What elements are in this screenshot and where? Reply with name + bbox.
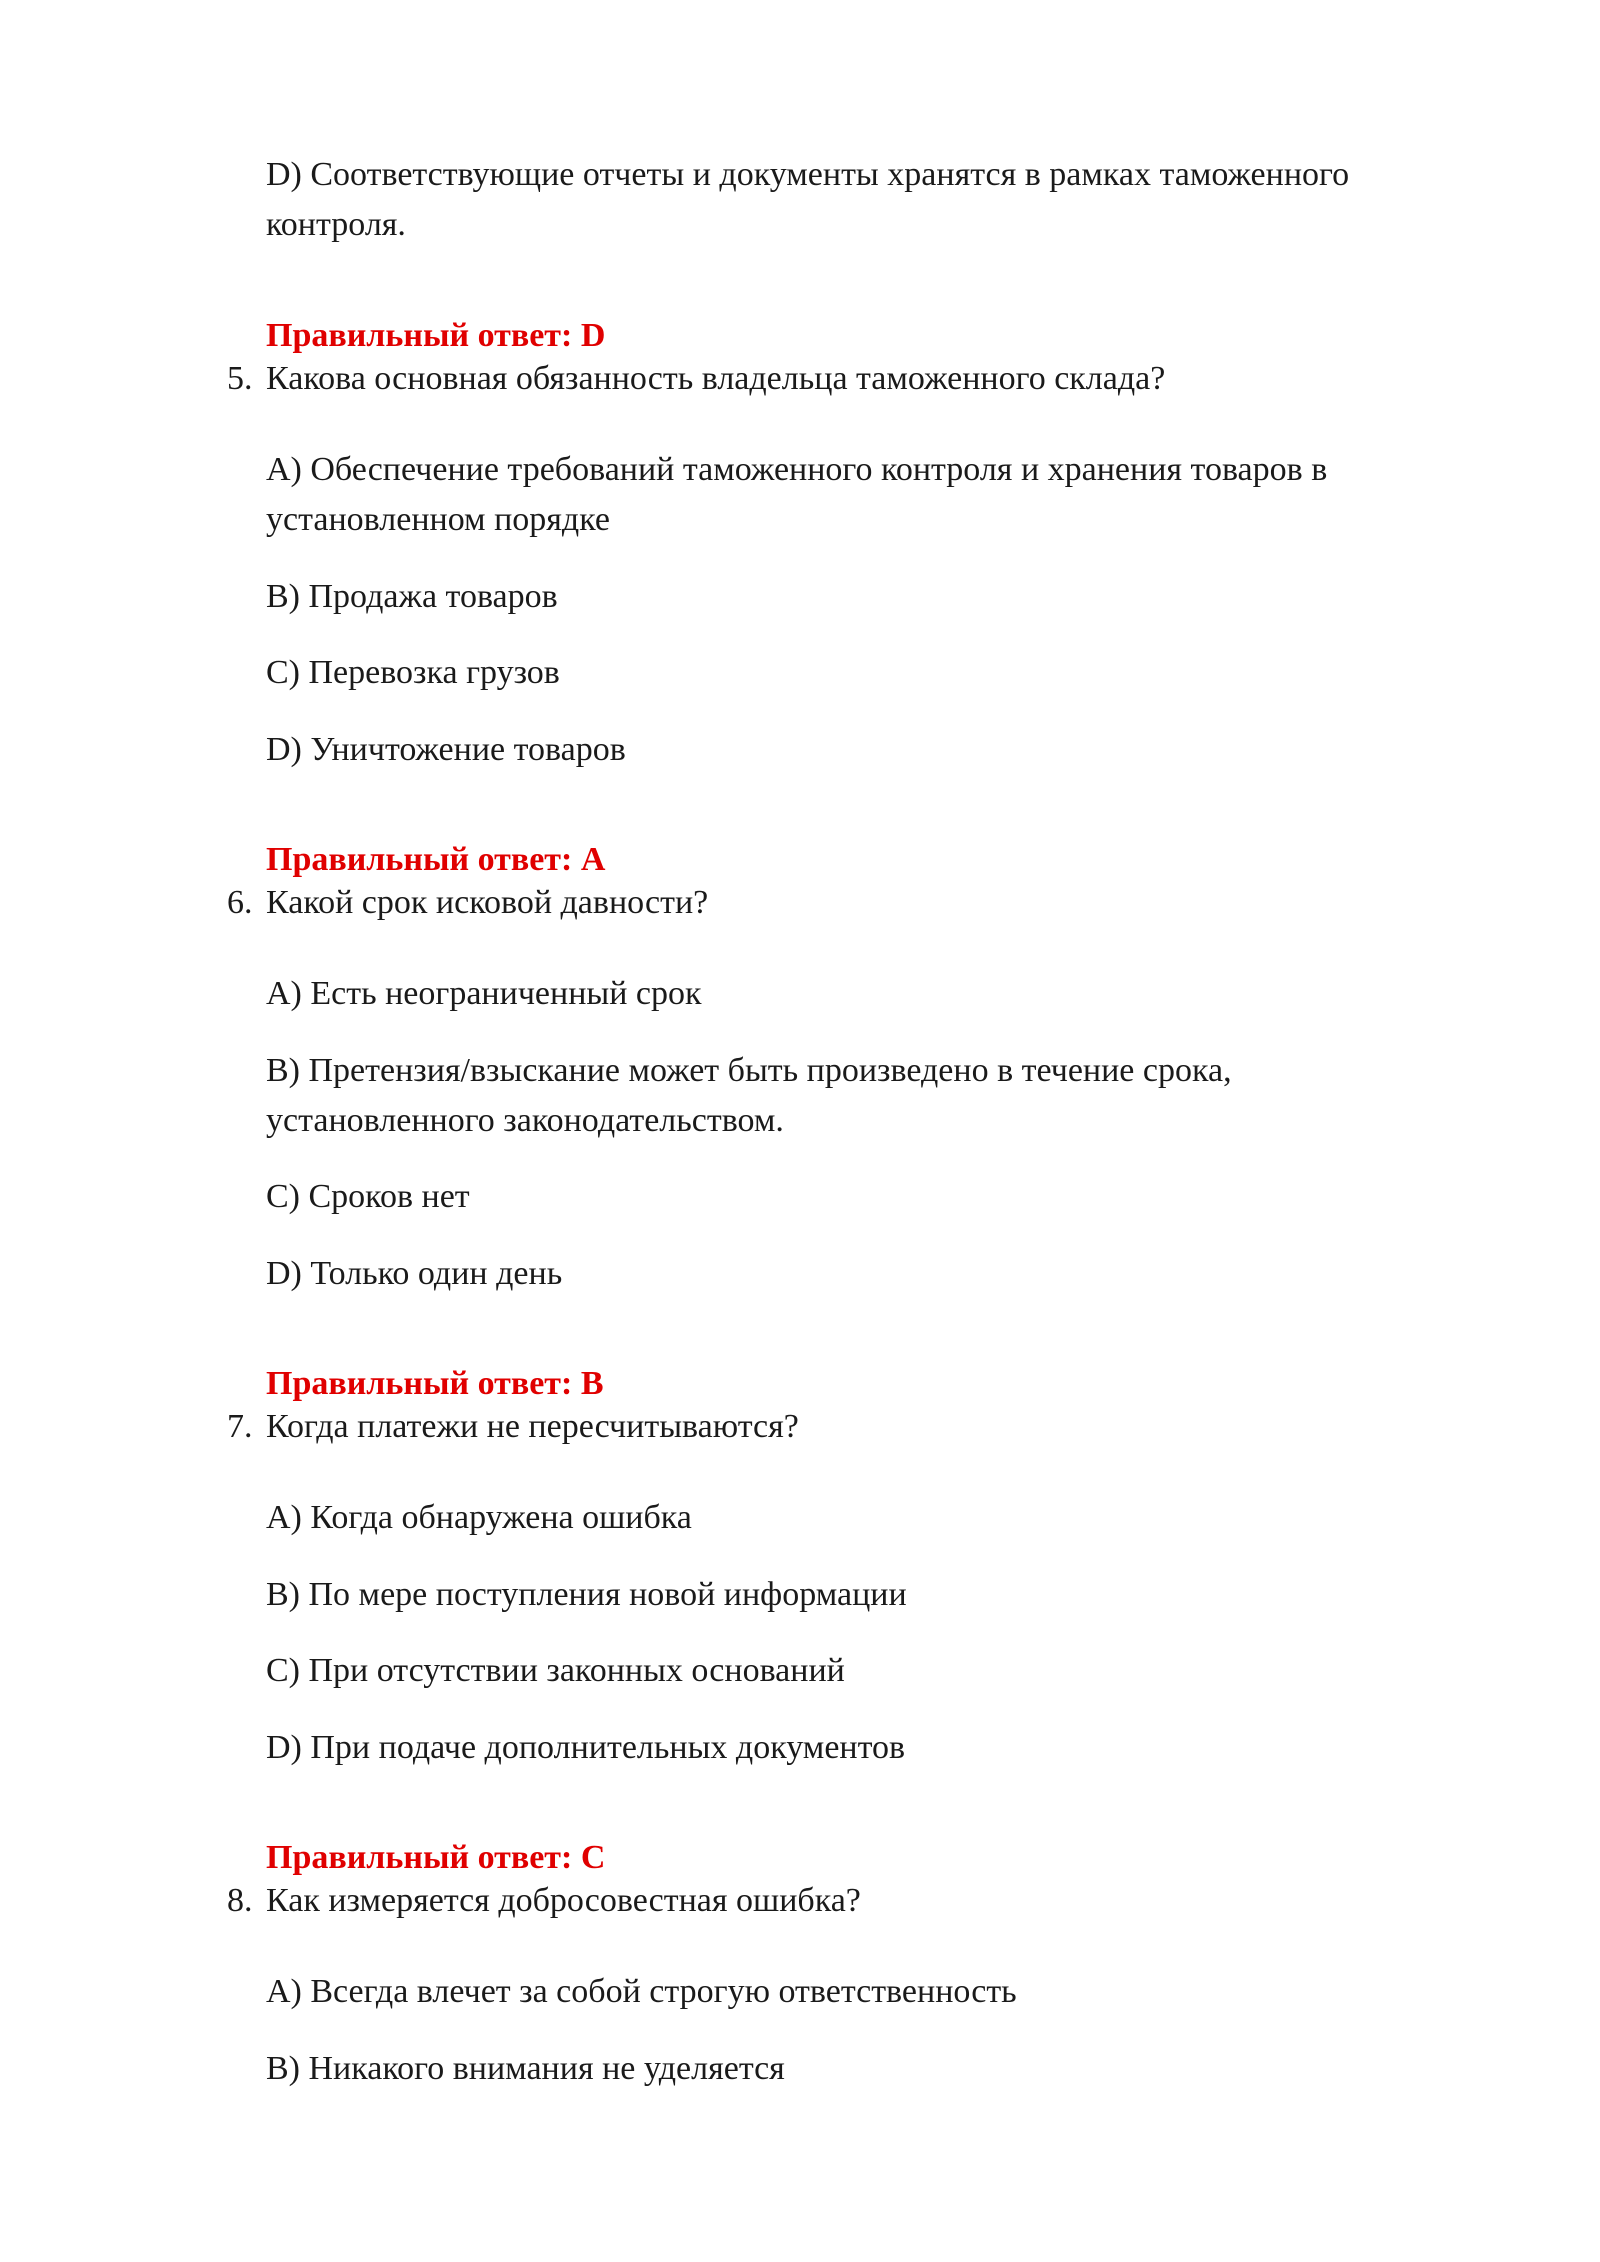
q5-number: 5. [227,360,253,397]
q6-correct-answer: Правильный ответ: B [266,1365,604,1402]
q6-option-d: D) Только один день [266,1255,563,1292]
q8-number: 8. [227,1882,253,1919]
q5-option-c: C) Перевозка грузов [266,654,560,691]
q7-option-c: C) При отсутствии законных оснований [266,1652,845,1689]
q6-number: 6. [227,884,253,921]
q6-question: Какой срок исковой давности? [266,884,709,921]
q6-option-a: A) Есть неограниченный срок [266,975,702,1012]
q7-correct-answer: Правильный ответ: C [266,1839,606,1876]
q7-number: 7. [227,1408,253,1445]
prev-option-d-line1: D) Соответствующие отчеты и документы хранятся в рамках таможенного [266,156,1350,193]
q5-option-a-line1: A) Обеспечение требований таможенного контроля и хранения товаров в [266,451,1328,488]
q5-option-d: D) Уничтожение товаров [266,731,626,768]
prev-correct-answer: Правильный ответ: D [266,317,606,354]
q5-question: Какова основная обязанность владельца таможенного склада? [266,360,1166,397]
q7-option-a: A) Когда обнаружена ошибка [266,1499,692,1536]
q5-option-b: B) Продажа товаров [266,578,558,615]
q6-option-c: C) Сроков нет [266,1178,470,1215]
q8-option-a: A) Всегда влечет за собой строгую ответственность [266,1973,1017,2010]
q6-option-b-line2: установленного законодательством. [266,1102,784,1139]
prev-option-d-line2: контроля. [266,206,406,243]
q8-option-b: B) Никакого внимания не уделяется [266,2050,785,2087]
q5-option-a-line2: установленном порядке [266,501,610,538]
q7-option-b: B) По мере поступления новой информации [266,1576,907,1613]
q6-option-b-line1: B) Претензия/взыскание может быть произведено в течение срока, [266,1052,1232,1089]
q5-correct-answer: Правильный ответ: A [266,841,606,878]
q7-question: Когда платежи не пересчитываются? [266,1408,799,1445]
q7-option-d: D) При подаче дополнительных документов [266,1729,906,1766]
q8-question: Как измеряется добросовестная ошибка? [266,1882,861,1919]
